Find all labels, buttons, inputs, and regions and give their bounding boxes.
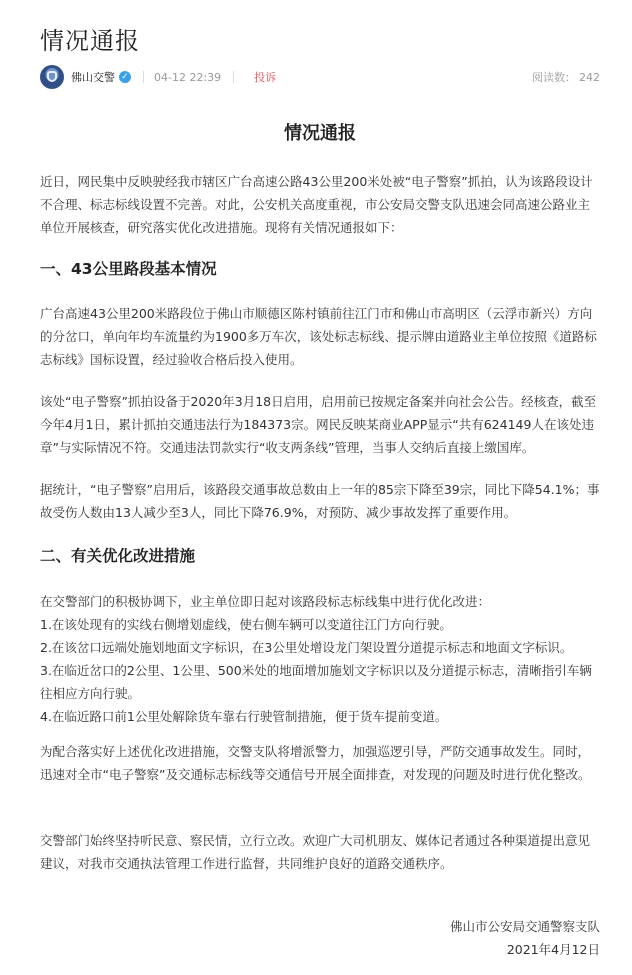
list-item: 4.在临近路口前1公里处解除货车靠右行驶管制措施，便于货车提前变道。 [40, 709, 448, 724]
signature-date: 2021年4月12日 [506, 942, 600, 957]
page-title: 情况通报 [40, 27, 140, 55]
section-1-heading: 一、43公里路段基本情况 [40, 260, 217, 278]
list-item: 3.在临近岔口的2公里、1公里、500米处的地面增加施划文字标识以及分道提示标志，清晰指引车辆往相应方向行驶。 [40, 663, 592, 701]
avatar[interactable] [40, 65, 64, 89]
article-body [40, 122, 600, 871]
section-2-paragraph-3: 交警部门始终坚持听民意、察民情，立行立改。欢迎广大司机朋友、媒体记者通过各种渠道提出意见建议，对我市交通执法管理工作进行监督，共同维护良好的道路交通秩序。 [40, 833, 591, 871]
verified-badge-icon: ✓ [119, 71, 131, 83]
signature [450, 915, 600, 961]
intro-paragraph: 近日，网民集中反映驶经我市辖区广台高速公路43公里200米处被“电子警察”抓拍，认为该路段设计不合理、标志标线设置不完善。对此，公安机关高度重视，市公安局交警支队迅速会同高速公路业主单位开展核查，研究落实优化改进措施。现将有关情况通报如下： [40, 174, 593, 235]
section-2-heading: 二、有关优化改进措施 [40, 547, 196, 565]
publish-date: 04-12 22:39 [154, 70, 222, 84]
measures-list [40, 590, 600, 728]
section-1-paragraph-3: 据统计，“电子警察”启用后，该路段交通事故总数由上一年的85宗下降至39宗，同比下降54.1%；事故受伤人数由13人减少至3人，同比下降76.9%，对预防、减少事故发挥了重要作用。 [40, 482, 600, 520]
signature-organization: 佛山市公安局交通警察支队 [449, 919, 600, 934]
meta-divider [233, 71, 234, 83]
author-name[interactable]: 佛山交警 [71, 71, 115, 84]
article-title: 情况通报 [284, 123, 356, 144]
list-item: 2.在该岔口远端处施划地面文字标识，在3公里处增设龙门架设置分道提示标志和地面文字标识。 [40, 640, 573, 655]
article-meta [40, 64, 600, 90]
section-1-paragraph-2: 该处“电子警察”抓拍设备于2020年3月18日启用，启用前已按规定备案并向社会公告。经核查，截至今年4月1日，累计抓拍交通违法行为184373宗。网民反映某商业APP显示“共有624149人在该处违章”与实际情况不符。交通违法罚款实行“收支两条线”管理，当事人交纳后直接上缴国库。 [40, 394, 597, 455]
complaint-link[interactable]: 投诉 [254, 71, 277, 84]
section-2-paragraph-2: 为配合落实好上述优化改进措施，交警支队将增派警力，加强巡逻引导，严防交通事故发生。同时，迅速对全市“电子警察”及交通标志标线等交通信号开展全面排查，对发现的问题及时进行优化整改。 [40, 744, 591, 782]
read-count-value: 242 [579, 71, 600, 84]
meta-divider [143, 71, 144, 83]
section-1-paragraph-1: 广台高速43公里200米路段位于佛山市顺德区陈村镇前往江门市和佛山市高明区（云浮市新兴）方向的分岔口，单向年均车流量约为1900多万车次，该处标志标线、提示牌由道路业主单位按照《道路标志标线》国标设置，经过验收合格后投入使用。 [40, 306, 597, 367]
measures-lead: 在交警部门的积极协调下，业主单位即日起对该路段标志标线集中进行优化改进： [40, 594, 491, 609]
read-count-label: 阅读数： [532, 71, 576, 84]
list-item: 1.在该处现有的实线右侧增划虚线，使右侧车辆可以变道往江门方向行驶。 [40, 617, 452, 632]
read-count [532, 69, 600, 85]
